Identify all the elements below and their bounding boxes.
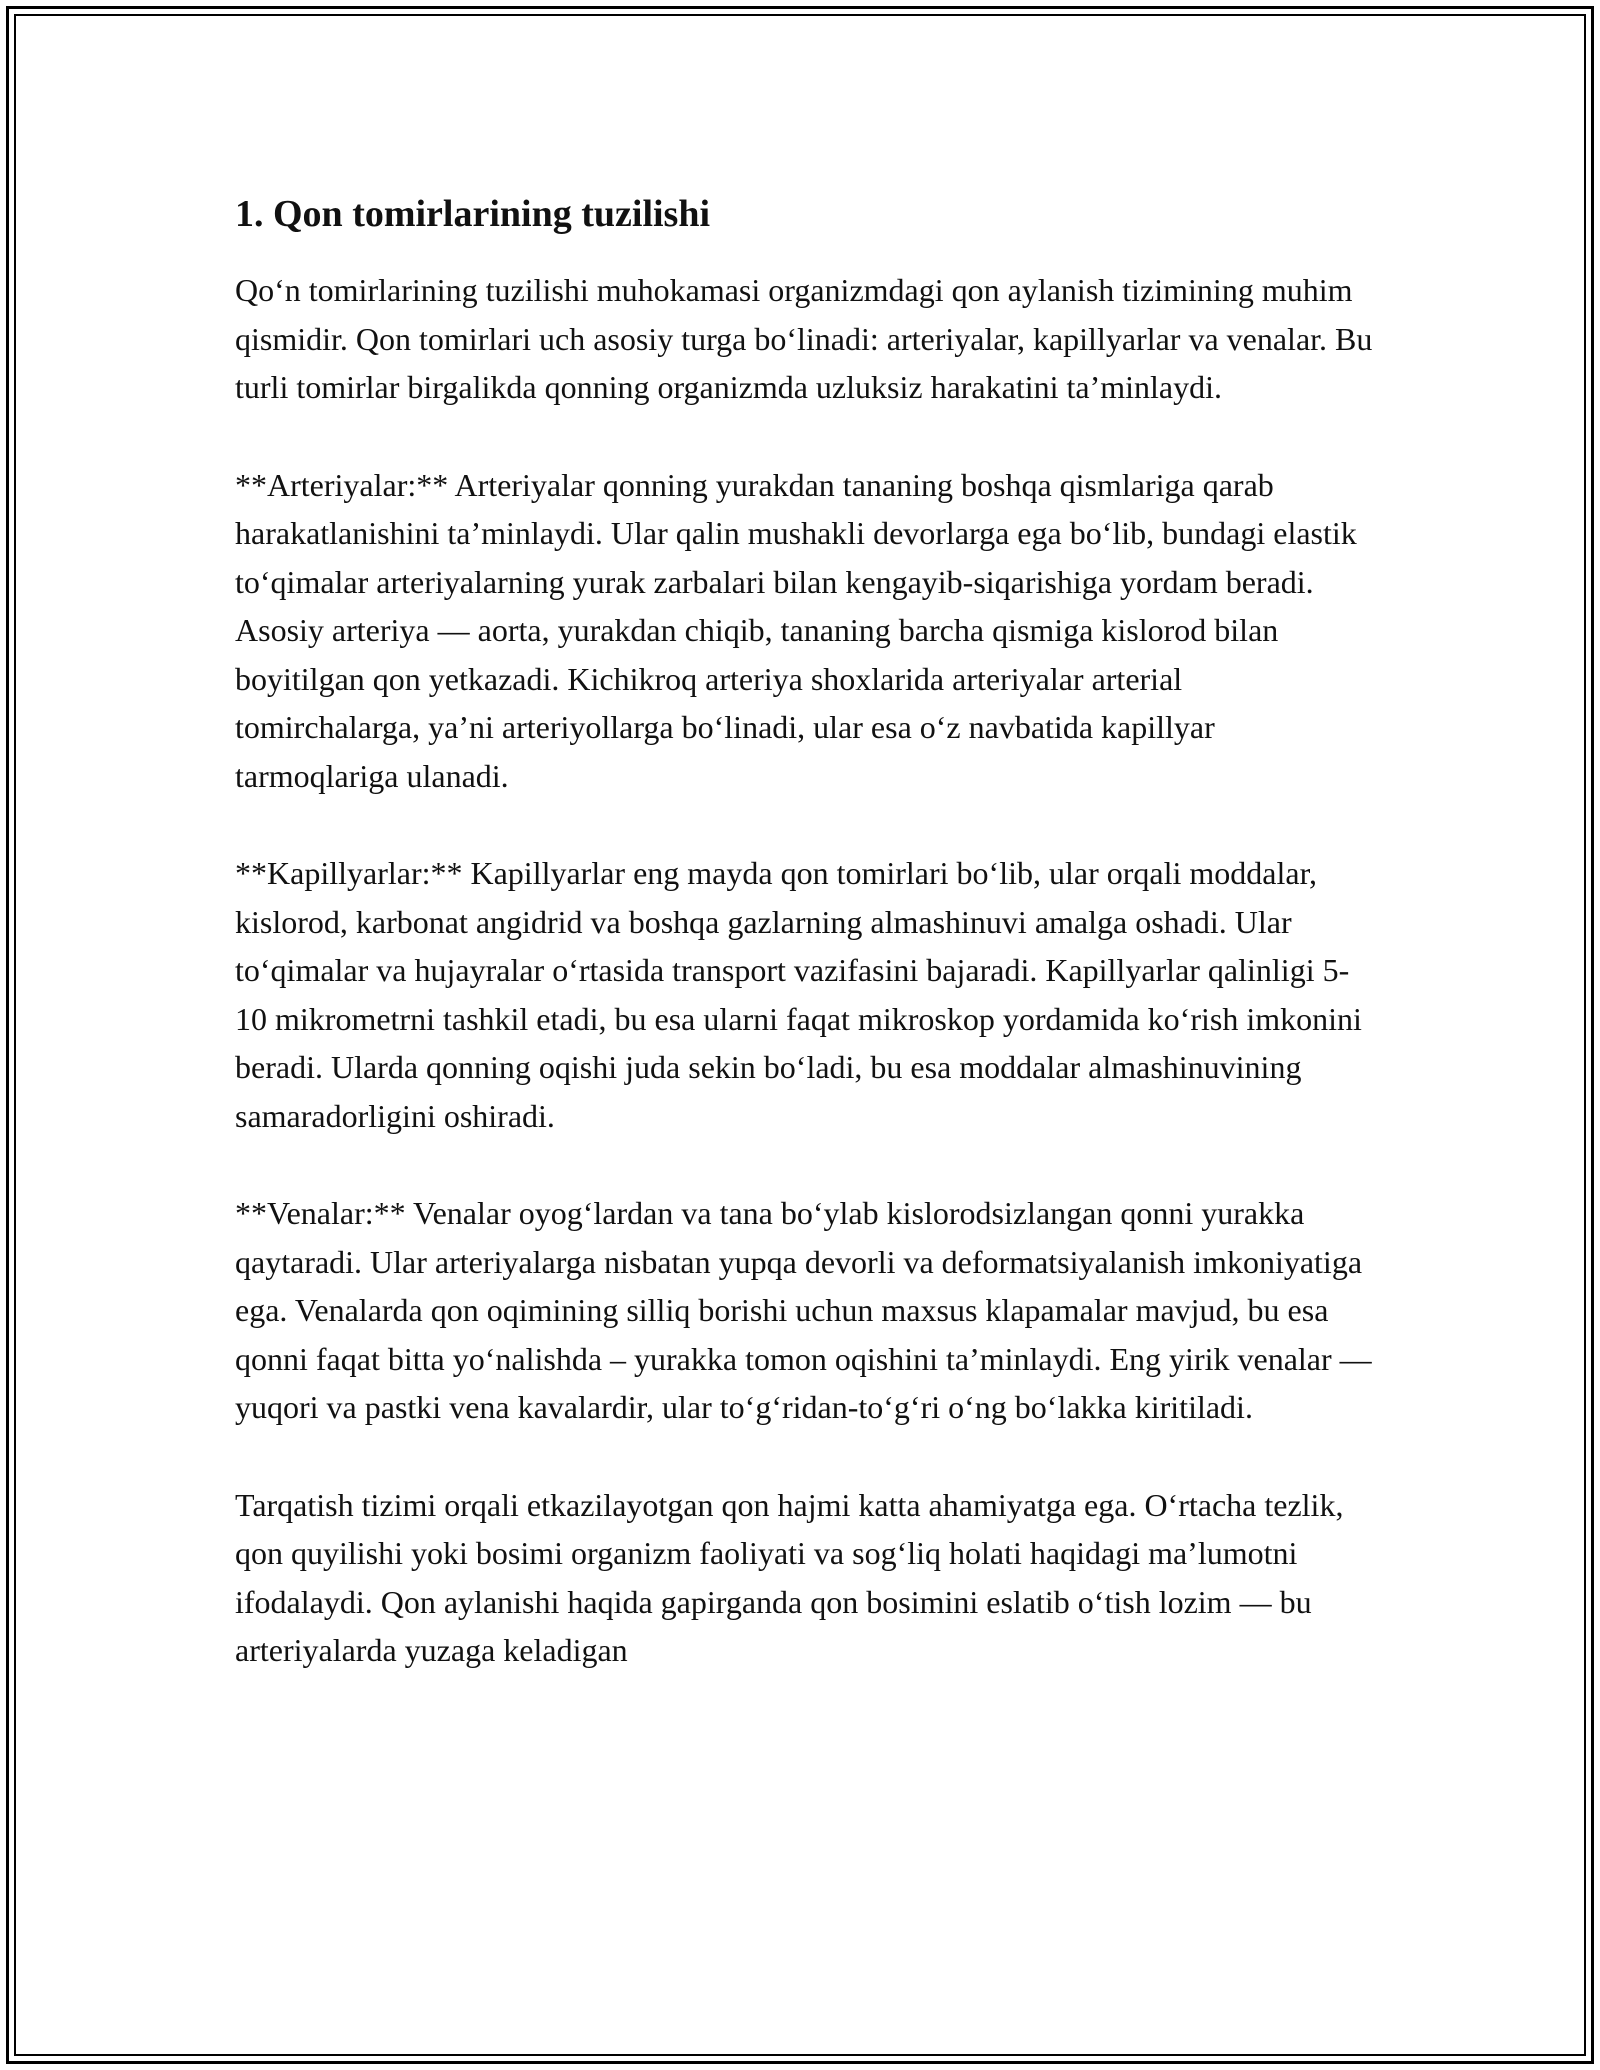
paragraph-venalar: **Venalar:** Venalar oyog‘lardan va tana bo‘ylab kislorodsizlangan qonni yurakka qaytaradi. Ular arteriyalarga nisbatan yupqa devorli va deformatsiyalanish imkoniyatiga ega. Venalarda qon oqimining silliq borishi uchun maxsus klapamalar mavjud, bu esa qonni faqat bitta yo‘nalishda – yurakka tomon oqishini ta’minlaydi. Eng yirik venalar — yuqori va pastki vena kavalardir, ular to‘g‘ridan-to‘g‘ri o‘ng bo‘lakka kiritiladi. bbox=[235, 1195, 1372, 1425]
paragraph-tarqatish: Tarqatish tizimi orqali etkazilayotgan qon hajmi katta ahamiyatga ega. O‘rtacha tezlik, qon quyilishi yoki bosimi organizm faoliyati va sog‘liq holati haqidagi ma’lumotni ifodalaydi. Qon aylanishi haqida gapirganda qon bosimini eslatib o‘tish lozim — bu arteriyalarda yuzaga keladigan bbox=[235, 1486, 1344, 1668]
paragraph-arteriyalar: **Arteriyalar:** Arteriyalar qonning yurakdan tananing boshqa qismlariga qarab harakatlanishini ta’minlaydi. Ular qalin mushakli devorlarga ega bo‘lib, bundagi elastik to‘qimalar arteriyalarning yurak zarbalari bilan kengayib-siqarishiga yordam beradi. Asosiy arteriya — aorta, yurakdan chiqib, tananing barcha qismiga kislorod bilan boyitilgan qon yetkazadi. Kichikroq arteriya shoxlarida arteriyalar arterial tomirchalarga, ya’ni arteriyollarga bo‘linadi, ular esa o‘z navbatida kapillyar tarmoqlariga ulanadi. bbox=[235, 466, 1357, 794]
section-heading: 1. Qon tomirlarining tuzilishi bbox=[235, 193, 711, 235]
document-body bbox=[235, 188, 1375, 1675]
paragraph-kapillyarlar: **Kapillyarlar:** Kapillyarlar eng mayda qon tomirlari bo‘lib, ular orqali moddalar, kislorod, karbonat angidrid va boshqa gazlarning almashinuvi amalga oshadi. Ular to‘qimalar va hujayralar o‘rtasida transport vazifasini bajaradi. Kapillyarlar qalinligi 5-10 mikrometrni tashkil etadi, bu esa ularni faqat mikroskop yordamida ko‘rish imkonini beradi. Ularda qonning oqishi juda sekin bo‘ladi, bu esa moddalar almashinuvining samaradorligini oshiradi. bbox=[235, 855, 1362, 1134]
paragraph-intro: Qo‘n tomirlarining tuzilishi muhokamasi organizmdagi qon aylanish tizimining muhim qismidir. Qon tomirlari uch asosiy turga bo‘linadi: arteriyalar, kapillyarlar va venalar. Bu turli tomirlar birgalikda qonning organizmda uzluksiz harakatini ta’minlaydi. bbox=[235, 272, 1373, 405]
